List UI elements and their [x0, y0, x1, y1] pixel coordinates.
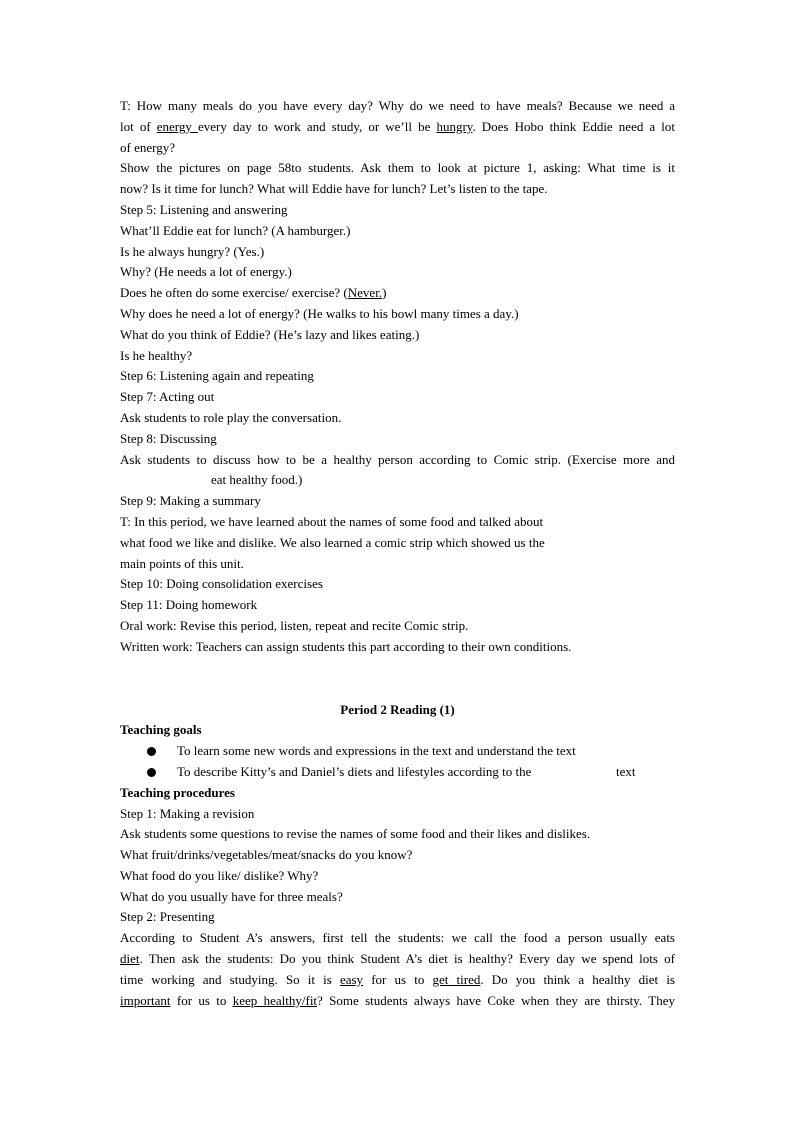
goal-2-text: To describe Kitty’s and Daniel’s diets and lifestyles according to the [177, 763, 532, 779]
text-run: ) [382, 285, 387, 301]
step-9-heading: Step 9: Making a summary [120, 493, 261, 509]
bullet-icon [147, 747, 156, 756]
p2-step-1-text: Ask students some questions to revise the names of some food and their likes and dislikes. [120, 826, 591, 842]
question-6: What do you think of Eddie? (He’s lazy and likes eating.) [120, 326, 420, 342]
bullet-icon [147, 768, 156, 777]
question-4 [120, 283, 675, 304]
text-run: every day to work and study, or we’ll be [197, 118, 437, 134]
underlined-diet: diet [120, 951, 140, 967]
page-content [120, 96, 675, 1011]
step-6-heading: Step 6: Listening again and repeating [120, 368, 314, 384]
question-1: What’ll Eddie eat for lunch? (A hamburger.) [120, 222, 351, 238]
text-run: ? Some students always have Coke when they are thirsty. They [317, 992, 675, 1008]
step-11-heading: Step 11: Doing homework [120, 597, 258, 613]
underlined-hungry: hungry [436, 118, 473, 134]
underlined-never: Never. [347, 285, 383, 301]
text-run: . Then ask the students: Do you think Student A’s diet is healthy? Every day we spend lots of [139, 951, 675, 967]
question-2: Is he always hungry? (Yes.) [120, 243, 265, 259]
oral-work: Oral work: Revise this period, listen, repeat and recite Comic strip. [120, 617, 469, 633]
step-8-heading: Step 8: Discussing [120, 430, 217, 446]
goal-1-text: To learn some new words and expressions in the text and understand the text [177, 743, 576, 759]
step-10-heading: Step 10: Doing consolidation exercises [120, 576, 323, 592]
p2-step-1-q2: What food do you like/ dislike? Why? [120, 867, 319, 883]
written-work: Written work: Teachers can assign students this part according to their own conditions. [120, 638, 572, 654]
underlined-energy: energy [156, 118, 198, 134]
step-9-line-2: what food we like and dislike. We also learned a comic strip which showed us the [120, 534, 545, 550]
intro-line-1: T: How many meals do you have every day? Why do we need to have meals? Because we need a [120, 98, 675, 113]
underlined-easy: easy [339, 971, 364, 987]
intro-line-4: Show the pictures on page 58to students. Ask them to look at picture 1, asking: What time is it [120, 160, 675, 176]
step-9-line-3: main points of this unit. [120, 555, 244, 571]
teaching-goals-heading: Teaching goals [120, 722, 202, 738]
step-5-heading: Step 5: Listening and answering [120, 201, 288, 217]
intro-line-5: now? Is it time for lunch? What will Eddie have for lunch? Let’s listen to the tape. [120, 181, 548, 197]
period-2-title: Period 2 Reading (1) [340, 701, 455, 717]
presenting-line-1: According to Student A’s answers, first tell the students: we call the food a person usually eats [120, 930, 675, 946]
text-run: for us to [363, 971, 433, 987]
p2-step-1-heading: Step 1: Making a revision [120, 805, 255, 821]
question-5: Why does he need a lot of energy? (He walks to his bowl many times a day.) [120, 305, 519, 321]
goal-2 [120, 762, 675, 783]
step-9-line-1: T: In this period, we have learned about the names of some food and talked about [120, 513, 544, 529]
presenting-line-2 [120, 949, 675, 970]
underlined-get-tired: get tired [432, 971, 481, 987]
text-run: lot of [120, 118, 157, 134]
step-7-heading: Step 7: Acting out [120, 389, 215, 405]
text-run: for us to [170, 992, 233, 1008]
step-8-line-1: Ask students to discuss how to be a healthy person according to Comic strip. (Exercise more and [120, 451, 675, 467]
text-run: time working and studying. So it is [120, 971, 340, 987]
p2-step-1-q1: What fruit/drinks/vegetables/meat/snacks do you know? [120, 847, 413, 863]
intro-line-2 [120, 117, 675, 138]
underlined-important: important [120, 992, 171, 1008]
question-7: Is he healthy? [120, 347, 193, 363]
step-8-line-2: eat healthy food.) [211, 472, 303, 488]
underlined-keep-healthy: keep healthy/fit [232, 992, 318, 1008]
presenting-line-3 [120, 970, 675, 991]
goal-2-tail: text [616, 763, 636, 779]
p2-step-2-heading: Step 2: Presenting [120, 909, 215, 925]
teaching-procedures-heading: Teaching procedures [120, 784, 235, 800]
text-run: . Does Hobo think Eddie need a lot [472, 118, 676, 134]
presenting-line-4 [120, 991, 675, 1012]
text-run: . Do you think a healthy diet is [480, 971, 675, 987]
question-3: Why? (He needs a lot of energy.) [120, 264, 292, 280]
section-gap [120, 658, 675, 700]
p2-step-1-q3: What do you usually have for three meals? [120, 888, 343, 904]
step-7-text: Ask students to role play the conversation. [120, 409, 342, 425]
intro-line-3: of energy? [120, 139, 175, 155]
goal-1 [120, 741, 675, 762]
text-run: Does he often do some exercise/ exercise? ( [120, 285, 348, 301]
